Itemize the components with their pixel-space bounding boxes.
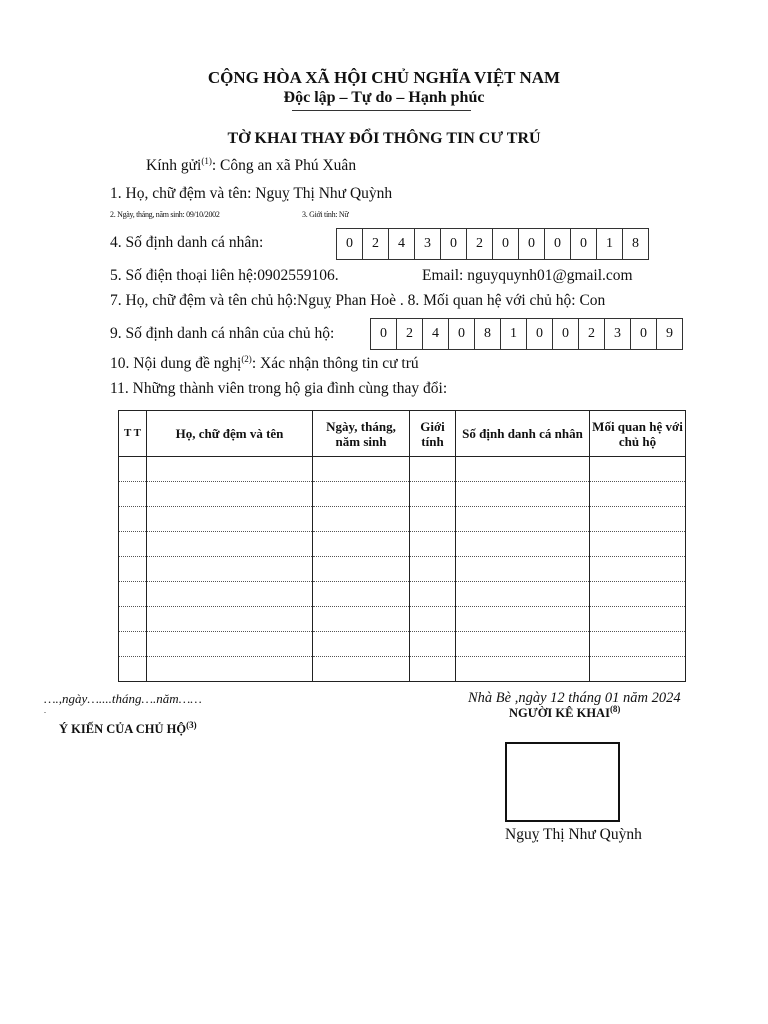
id-number-digit: 0 <box>493 229 519 259</box>
head-of-household-field: 7. Họ, chữ đệm và tên chủ hộ:Nguỵ Phan Hoè . 8. Mối quan hệ với chủ hộ: Con <box>110 292 606 309</box>
table-cell <box>147 482 313 507</box>
id-number-digit: 2 <box>467 229 493 259</box>
household-head-opinion <box>59 719 197 737</box>
table-row <box>119 657 686 682</box>
table-cell <box>590 532 686 557</box>
table-row <box>119 607 686 632</box>
recipient-value: : Công an xã Phú Xuân <box>211 157 357 174</box>
id-number-digit: 0 <box>519 229 545 259</box>
column-header-name: Họ, chữ đệm và tên <box>147 411 313 457</box>
stray-dot: . <box>44 706 46 715</box>
form-title: TỜ KHAI THAY ĐỔI THÔNG TIN CƯ TRÚ <box>227 130 541 147</box>
household-head-date: ….,ngày…....tháng….năm…… <box>44 691 202 706</box>
table-cell <box>119 657 147 682</box>
head-id-number-digit: 0 <box>371 319 397 349</box>
signer-name: Nguỵ Thị Như Quỳnh <box>505 826 642 843</box>
id-number-grid <box>336 228 649 260</box>
table-row <box>119 507 686 532</box>
declaration-date: Nhà Bè ,ngày 12 tháng 01 năm 2024 <box>468 690 681 706</box>
email-field: Email: nguyquynh01@gmail.com <box>422 267 633 284</box>
table-cell <box>119 607 147 632</box>
household-head-opinion-note: (3) <box>186 719 197 730</box>
table-cell <box>313 457 410 482</box>
table-cell <box>410 657 456 682</box>
column-header-id: Số định danh cá nhân <box>456 411 590 457</box>
nation-title: CỘNG HÒA XÃ HỘI CHỦ NGHĨA VIỆT NAM <box>207 68 561 87</box>
head-id-number-digit: 3 <box>605 319 631 349</box>
head-id-number-digit: 2 <box>397 319 423 349</box>
table-cell <box>456 557 590 582</box>
table-cell <box>119 507 147 532</box>
id-number-label: 4. Số định danh cá nhân: <box>110 234 264 251</box>
id-number-digit: 2 <box>363 229 389 259</box>
gender-field: 3. Giới tính: Nữ <box>302 210 349 219</box>
table-cell <box>313 532 410 557</box>
table-cell <box>119 532 147 557</box>
table-cell <box>410 632 456 657</box>
table-cell <box>456 657 590 682</box>
table-cell <box>590 657 686 682</box>
motto: Độc lập – Tự do – Hạnh phúc <box>283 89 485 106</box>
signature-box <box>505 742 620 822</box>
table-cell <box>456 482 590 507</box>
declarant-label: NGƯỜI KÊ KHAI <box>509 706 610 720</box>
head-id-number-digit: 1 <box>501 319 527 349</box>
head-id-number-digit: 0 <box>527 319 553 349</box>
phone-field: 5. Số điện thoại liên hệ:0902559106. <box>110 267 339 284</box>
table-row <box>119 482 686 507</box>
head-id-number-digit: 9 <box>657 319 683 349</box>
table-cell <box>147 557 313 582</box>
table-cell <box>313 582 410 607</box>
head-id-number-digit: 2 <box>579 319 605 349</box>
head-id-number-digit: 8 <box>475 319 501 349</box>
table-cell <box>410 482 456 507</box>
table-cell <box>590 607 686 632</box>
recipient-label: Kính gửi <box>146 157 202 174</box>
full-name-field: 1. Họ, chữ đệm và tên: Nguỵ Thị Như Quỳnh <box>110 185 393 202</box>
table-row <box>119 582 686 607</box>
column-header-stt: T T <box>119 411 147 457</box>
table-cell <box>119 457 147 482</box>
id-number-digit: 1 <box>597 229 623 259</box>
table-row <box>119 532 686 557</box>
table-cell <box>456 632 590 657</box>
table-cell <box>410 507 456 532</box>
head-id-number-label: 9. Số định danh cá nhân của chủ hộ: <box>110 325 335 342</box>
table-row <box>119 632 686 657</box>
table-cell <box>313 482 410 507</box>
id-number-digit: 3 <box>415 229 441 259</box>
table-cell <box>147 582 313 607</box>
table-cell <box>119 582 147 607</box>
household-head-opinion-label: Ý KIẾN CỦA CHỦ HỘ <box>59 722 187 736</box>
table-cell <box>410 607 456 632</box>
table-cell <box>313 607 410 632</box>
table-row <box>119 557 686 582</box>
table-cell <box>590 632 686 657</box>
request-value: : Xác nhận thông tin cư trú <box>251 355 419 372</box>
declarant-note: (8) <box>609 703 621 714</box>
table-cell <box>313 557 410 582</box>
id-number-digit: 0 <box>571 229 597 259</box>
date-of-birth-field: 2. Ngày, tháng, năm sinh: 09/10/2002 <box>110 210 220 219</box>
table-cell <box>147 532 313 557</box>
id-number-digit: 0 <box>545 229 571 259</box>
motto-underline <box>292 110 471 111</box>
table-cell <box>313 657 410 682</box>
table-cell <box>590 582 686 607</box>
table-cell <box>456 507 590 532</box>
table-cell <box>410 532 456 557</box>
table-cell <box>147 507 313 532</box>
head-id-number-digit: 0 <box>449 319 475 349</box>
id-number-digit: 8 <box>623 229 649 259</box>
table-cell <box>119 482 147 507</box>
table-cell <box>313 632 410 657</box>
head-id-number-digit: 0 <box>553 319 579 349</box>
recipient-line <box>146 157 356 175</box>
table-row <box>119 457 686 482</box>
table-cell <box>313 507 410 532</box>
table-cell <box>410 557 456 582</box>
column-header-dob: Ngày, tháng, năm sinh <box>313 411 410 457</box>
table-cell <box>119 557 147 582</box>
id-number-digit: 4 <box>389 229 415 259</box>
table-cell <box>590 482 686 507</box>
head-id-number-grid <box>370 318 683 350</box>
column-header-gender: Giới tính <box>410 411 456 457</box>
table-cell <box>456 457 590 482</box>
table-cell <box>590 507 686 532</box>
request-line <box>110 355 419 373</box>
request-label: 10. Nội dung đề nghị <box>110 355 242 372</box>
declarant-title <box>509 703 621 721</box>
column-header-relationship: Mối quan hệ với chủ hộ <box>590 411 686 457</box>
id-number-digit: 0 <box>441 229 467 259</box>
head-id-number-digit: 4 <box>423 319 449 349</box>
head-id-number-digit: 0 <box>631 319 657 349</box>
table-cell <box>147 607 313 632</box>
table-cell <box>456 582 590 607</box>
table-cell <box>590 557 686 582</box>
table-cell <box>456 607 590 632</box>
table-cell <box>147 457 313 482</box>
table-cell <box>410 582 456 607</box>
table-cell <box>456 532 590 557</box>
table-cell <box>410 457 456 482</box>
id-number-digit: 0 <box>337 229 363 259</box>
table-cell <box>119 632 147 657</box>
members-label: 11. Những thành viên trong hộ gia đình cùng thay đổi: <box>110 380 448 397</box>
recipient-note: (1) <box>201 155 212 166</box>
members-table-header <box>119 411 686 457</box>
table-cell <box>590 457 686 482</box>
table-cell <box>147 657 313 682</box>
members-table <box>118 410 686 682</box>
table-cell <box>147 632 313 657</box>
request-note: (2) <box>241 353 252 364</box>
